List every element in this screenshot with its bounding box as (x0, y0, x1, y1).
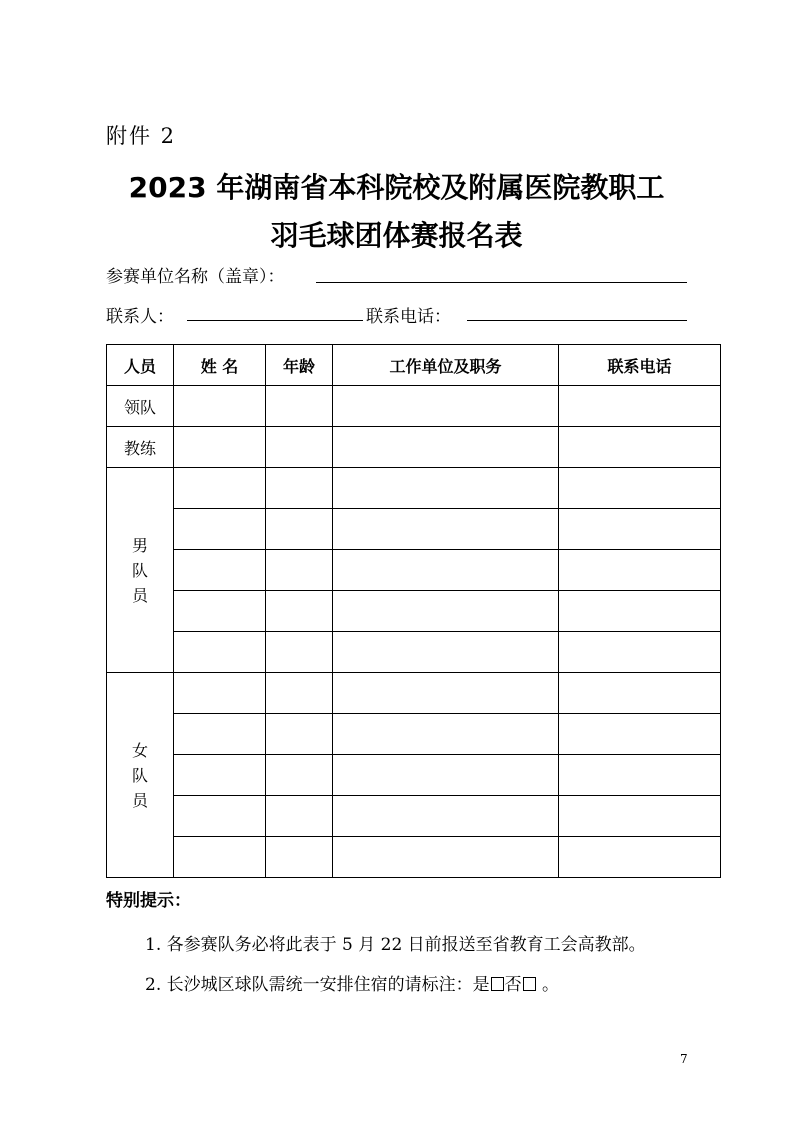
header-name: 姓 名 (174, 345, 266, 386)
table-cell[interactable] (333, 591, 559, 632)
table-header-row (107, 345, 721, 386)
table-cell[interactable] (174, 468, 266, 509)
table-row (107, 427, 721, 468)
table-row (107, 755, 721, 796)
yes-label: 是 (472, 975, 490, 995)
note-item-text: 2. 长沙城区球队需统一安排住宿的请标注： (145, 975, 473, 995)
table-cell[interactable] (174, 755, 266, 796)
table-cell[interactable] (174, 673, 266, 714)
male-label-char: 队 (131, 560, 148, 580)
row-group-female-players (107, 673, 174, 878)
page-number: 7 (680, 1052, 688, 1066)
table-cell[interactable] (559, 509, 721, 550)
table-cell[interactable] (333, 509, 559, 550)
table-cell[interactable] (333, 714, 559, 755)
attachment-label: 附件 2 (106, 124, 177, 148)
table-cell[interactable] (333, 755, 559, 796)
form-title-line-2: 羽毛球团体赛报名表 (270, 219, 523, 252)
table-cell[interactable] (559, 673, 721, 714)
table-cell[interactable] (559, 427, 721, 468)
table-cell[interactable] (559, 591, 721, 632)
contact-person-field[interactable] (187, 320, 363, 321)
table-cell[interactable] (266, 796, 333, 837)
table-cell[interactable] (266, 386, 333, 427)
table-cell[interactable] (559, 714, 721, 755)
table-cell[interactable] (174, 632, 266, 673)
note-item-lodging (145, 970, 559, 995)
header-workplace-position: 工作单位及职务 (333, 345, 559, 386)
female-label-char: 女 (131, 740, 148, 760)
table-cell[interactable] (333, 796, 559, 837)
table-cell[interactable] (559, 837, 721, 878)
note-item: 1. 各参赛队务必将此表于 5 月 22 日前报送至省教育工会高教部。 (145, 935, 646, 955)
table-cell[interactable] (559, 386, 721, 427)
table-cell[interactable] (333, 468, 559, 509)
row-label-leader: 领队 (107, 386, 174, 427)
table-cell[interactable] (333, 427, 559, 468)
header-age: 年龄 (266, 345, 333, 386)
form-title-line-1: 2023 年湖南省本科院校及附属医院教职工 (128, 171, 665, 204)
female-label-char: 员 (131, 790, 148, 810)
table-cell[interactable] (559, 468, 721, 509)
no-checkbox[interactable] (523, 977, 536, 991)
table-row (107, 714, 721, 755)
table-cell[interactable] (266, 427, 333, 468)
male-label-char: 男 (131, 535, 148, 555)
table-cell[interactable] (266, 755, 333, 796)
table-cell[interactable] (559, 755, 721, 796)
table-cell[interactable] (174, 714, 266, 755)
note-tail: 。 (536, 975, 560, 995)
table-cell[interactable] (266, 714, 333, 755)
table-cell[interactable] (333, 632, 559, 673)
table-cell[interactable] (266, 468, 333, 509)
unit-name-label: 参赛单位名称（盖章）： (106, 267, 285, 287)
registration-table (106, 344, 721, 878)
table-cell[interactable] (333, 837, 559, 878)
table-row (107, 509, 721, 550)
table-cell[interactable] (174, 591, 266, 632)
contact-phone-label: 联系电话： (366, 307, 451, 327)
table-cell[interactable] (266, 509, 333, 550)
table-cell[interactable] (266, 550, 333, 591)
table-row (107, 837, 721, 878)
table-cell[interactable] (174, 509, 266, 550)
row-group-male-players (107, 468, 174, 673)
table-cell[interactable] (174, 550, 266, 591)
no-label: 否 (504, 975, 522, 995)
table-cell[interactable] (174, 386, 266, 427)
table-cell[interactable] (559, 550, 721, 591)
table-cell[interactable] (266, 632, 333, 673)
table-row (107, 550, 721, 591)
notes-title: 特别提示： (106, 891, 191, 911)
table-row (107, 591, 721, 632)
header-personnel: 人员 (107, 345, 174, 386)
table-row (107, 386, 721, 427)
table-cell[interactable] (559, 796, 721, 837)
table-cell[interactable] (174, 796, 266, 837)
female-label-char: 队 (131, 765, 148, 785)
table-cell[interactable] (266, 673, 333, 714)
table-cell[interactable] (266, 591, 333, 632)
table-cell[interactable] (174, 427, 266, 468)
contact-person-label: 联系人： (106, 307, 174, 327)
table-row (107, 673, 721, 714)
table-cell[interactable] (333, 550, 559, 591)
table-cell[interactable] (333, 386, 559, 427)
row-label-coach: 教练 (107, 427, 174, 468)
table-cell[interactable] (266, 837, 333, 878)
header-phone: 联系电话 (559, 345, 721, 386)
yes-checkbox[interactable] (491, 977, 504, 991)
table-cell[interactable] (559, 632, 721, 673)
table-row (107, 632, 721, 673)
table-cell[interactable] (174, 837, 266, 878)
unit-name-field[interactable] (316, 282, 687, 283)
table-cell[interactable] (333, 673, 559, 714)
male-label-char: 员 (131, 585, 148, 605)
table-row (107, 796, 721, 837)
contact-phone-field[interactable] (467, 320, 687, 321)
table-row (107, 468, 721, 509)
